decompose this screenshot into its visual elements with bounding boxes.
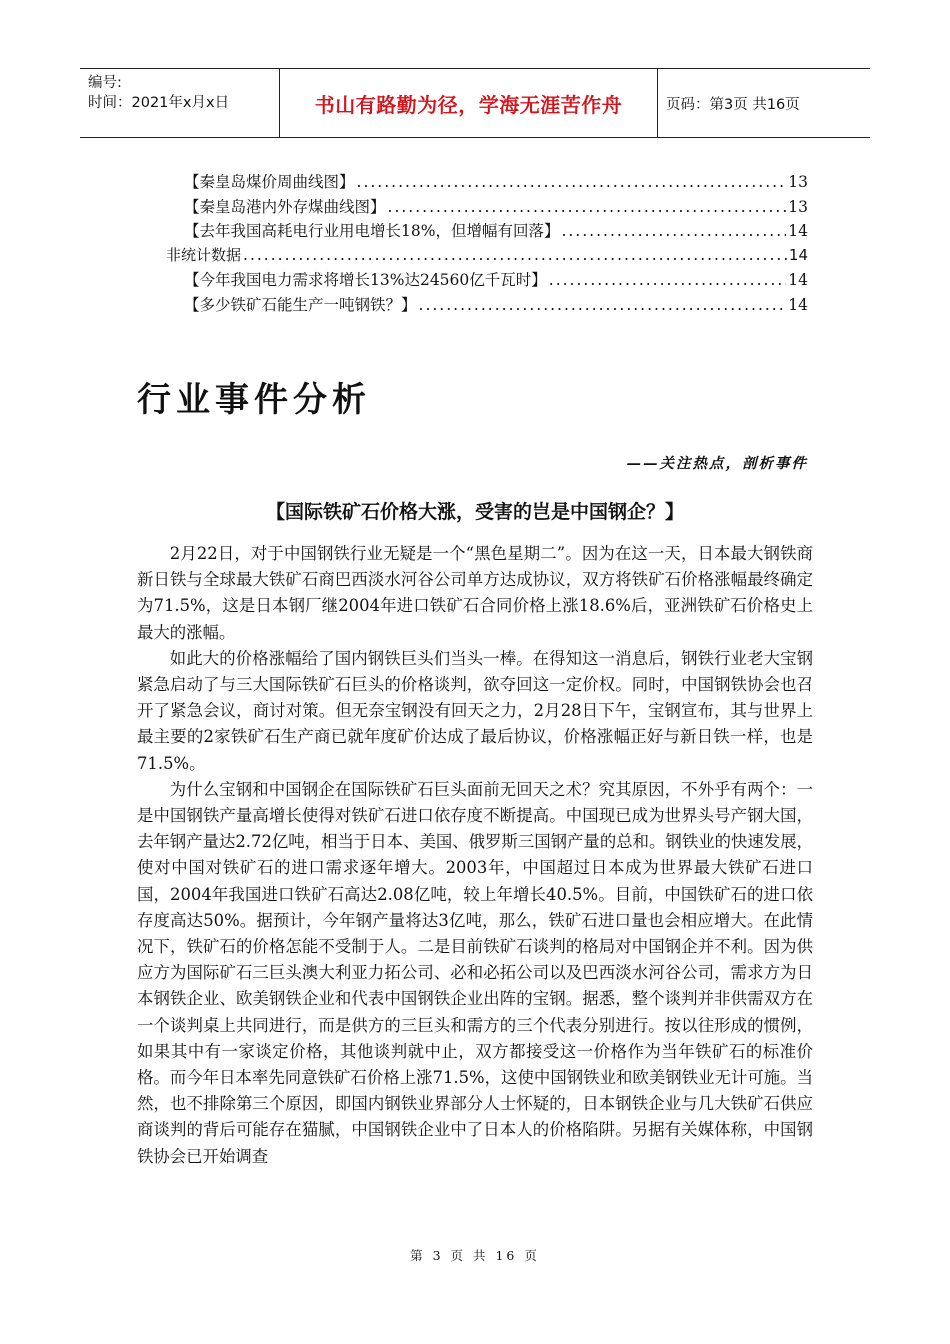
toc-entry[interactable]: [166, 170, 808, 195]
toc-entry-page: 14: [788, 271, 808, 290]
toc-entry-main[interactable]: [166, 244, 808, 269]
header-page-label: 页码：第3页 共16页: [666, 96, 800, 113]
toc-entry[interactable]: [166, 195, 808, 220]
toc-entry-page: 13: [788, 197, 808, 216]
toc-entry[interactable]: [166, 219, 808, 244]
article-paragraph: 为什么宝钢和中国钢企在国际铁矿石巨头面前无回天之术？究其原因，不外乎有两个：一是中国钢铁产量高增长使得对铁矿石进口依存度不断提高。中国现已成为世界头号产钢大国，去年钢产量达2.72亿吨，相当于日本、美国、俄罗斯三国钢产量的总和。钢铁业的快速发展，使对中国对铁矿石的进口需求逐年增大。2003年，中国超过日本成为世界最大铁矿石进口国，2004年我国进口铁矿石高达2.08亿吨，较上年增长40.5%。目前，中国铁矿石的进口依存度高达50%。据预计，今年钢产量将达3亿吨，那么，铁矿石进口量也会相应增大。在此情况下，铁矿石的价格怎能不受制于人。二是目前铁矿石谈判的格局对中国钢企并不利。因为供应方为国际矿石三巨头澳大利亚力拓公司、必和必拓公司以及巴西淡水河谷公司，需求方为日本钢铁企业、欧美钢铁企业和代表中国钢铁企业出阵的宝钢。据悉，整个谈判并非供需双方在一个谈判桌上共同进行，而是供方的三巨头和需方的三个代表分别进行。按以往形成的惯例，如果其中有一家谈定价格，其他谈判就中止，双方都接受这一价格作为当年铁矿石的标准价格。而今年日本率先同意铁矿石价格上涨71.5%，这使中国钢铁业和欧美钢铁业无计可施。当然，也不排除第三个原因，即国内钢铁业界部分人士怀疑的，日本钢铁企业与几大铁矿石供应商谈判的背后可能存在猫腻，中国钢铁企业中了日本人的价格陷阱。另据有关媒体称，中国钢铁协会已开始调查: [137, 779, 813, 1166]
toc-leader-dots: [561, 222, 786, 240]
section-title: 行业事件分析: [137, 380, 371, 420]
toc-leader-dots: [549, 271, 787, 289]
toc-entry-label: 【今年我国电力需求将增长13%达24560亿千瓦时】: [184, 271, 547, 290]
toc-entry[interactable]: [166, 293, 808, 318]
time-label: 时间：2021年x月x日: [88, 95, 230, 111]
toc-entry-page: 14: [788, 222, 808, 241]
toc-entry-label: 【秦皇岛港内外存煤曲线图】: [184, 197, 386, 216]
toc-leader-dots: [243, 246, 787, 264]
toc-leader-dots: [419, 296, 787, 314]
page-header: [80, 68, 870, 138]
table-of-contents: [166, 170, 808, 318]
header-motto: 书山有路勤为径，学海无涯苦作舟: [280, 69, 658, 137]
toc-entry-label: 非统计数据: [166, 245, 242, 264]
article-title: 【国际铁矿石价格大涨，受害的岂是中国钢企？】: [265, 501, 684, 523]
toc-leader-dots: [357, 173, 787, 191]
toc-entry-label: 【去年我国高耗电行业用电增长18%，但增幅有回落】: [184, 222, 560, 241]
toc-entry-page: 14: [788, 245, 808, 264]
article-paragraph: 如此大的价格涨幅给了国内钢铁巨头们当头一棒。在得知这一消息后，钢铁行业老大宝钢紧急启动了与三大国际铁矿石巨头的价格谈判，欲夺回这一定价权。同时，中国钢铁协会也召开了紧急会议，商讨对策。但无奈宝钢没有回天之力，2月28日下午，宝钢宣布，其与世界上最主要的2家铁矿石生产商已就年度矿价达成了最后协议，价格涨幅正好与新日铁一样，也是71.5%。: [137, 648, 813, 773]
toc-entry-label: 【多少铁矿石能生产一吨钢铁？】: [184, 295, 417, 314]
toc-entry-label: 【秦皇岛煤价周曲线图】: [184, 173, 355, 191]
toc-entry-page: 13: [788, 173, 808, 191]
toc-entry-page: 14: [788, 295, 808, 314]
article-body: [137, 541, 813, 1170]
article-paragraph: 2月22日，对于中国钢铁行业无疑是一个“黑色星期二”。因为在这一天，日本最大钢铁商新日铁与全球最大铁矿石商巴西淡水河谷公司单方达成协议，双方将铁矿石价格涨幅最终确定为71.5%，这是日本钢厂继2004年进口铁矿石合同价格上涨18.6%后，亚洲铁矿石价格史上最大的涨幅。: [137, 544, 813, 642]
section-subtitle: ——关注热点，剖析事件: [626, 455, 808, 472]
number-label: 编号:: [88, 75, 122, 91]
header-meta: [80, 69, 280, 137]
toc-leader-dots: [388, 198, 787, 216]
page-footer: 第 3 页 共 16 页: [410, 1248, 540, 1263]
toc-entry[interactable]: [166, 268, 808, 293]
